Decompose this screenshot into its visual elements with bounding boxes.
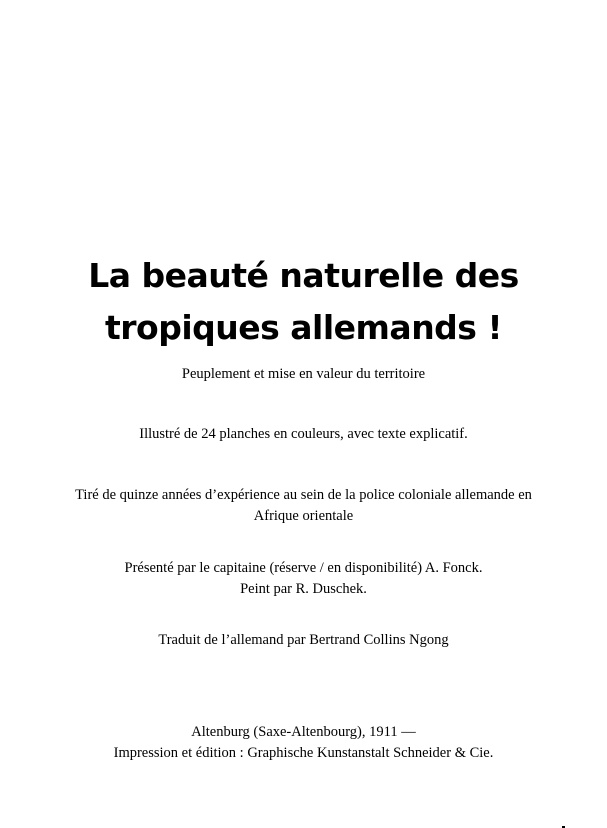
illustration-note: Illustré de 24 planches en couleurs, avec texte explicatif. — [139, 426, 468, 442]
painted-by: Peint par R. Duschek. — [240, 581, 367, 597]
presented-by: Présenté par le capitaine (réserve / en disponibilité) A. Fonck. — [124, 560, 483, 576]
publisher-info — [20, 722, 587, 764]
experience-line-2: Afrique orientale — [253, 508, 354, 524]
publisher-name: Impression et édition : Graphische Kunstanstalt Schneider & Cie. — [113, 745, 494, 761]
publisher-place-date: Altenburg (Saxe-Altenbourg), 1911 — — [191, 724, 416, 740]
author-credits — [20, 558, 587, 600]
title-line-1: La beauté naturelle des — [88, 256, 519, 295]
title-line-2: tropiques allemands ! — [104, 308, 502, 347]
experience-note — [20, 485, 587, 527]
experience-line-1: Tiré de quinze années d’expérience au sein de la police coloniale allemande en — [75, 487, 532, 503]
subtitle: Peuplement et mise en valeur du territoire — [181, 366, 426, 382]
page-title — [0, 250, 607, 354]
translator-credit: Traduit de l’allemand par Bertrand Collins Ngong — [158, 632, 449, 648]
